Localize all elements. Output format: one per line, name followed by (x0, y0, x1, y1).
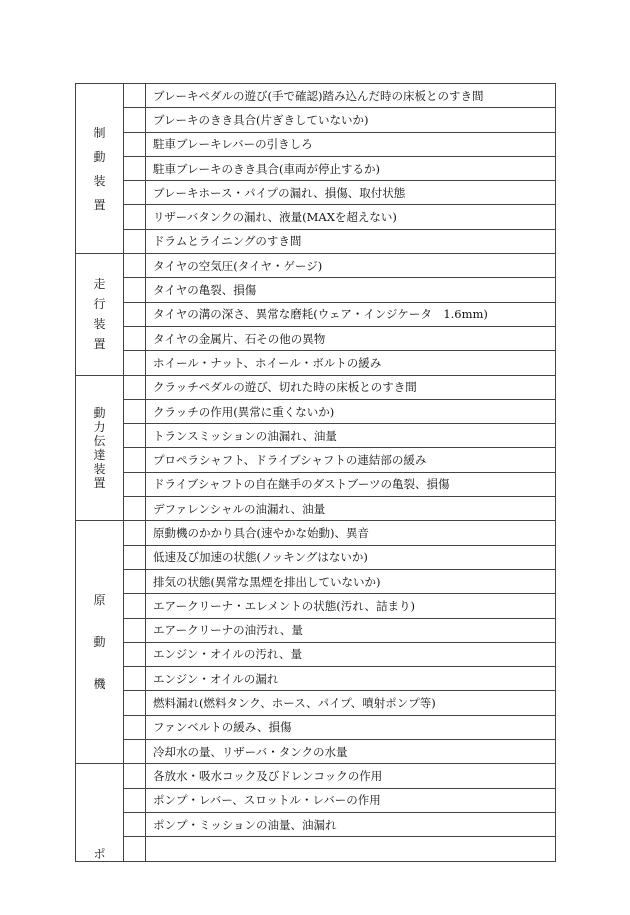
check-cell[interactable] (124, 326, 146, 350)
inspection-item: エンジン・オイルの漏れ (146, 667, 556, 691)
inspection-item: ホイール・ナット、ホイール・ボルトの緩み (146, 351, 556, 375)
check-cell[interactable] (124, 278, 146, 302)
category-char: 装 (93, 317, 106, 332)
inspection-item: タイヤの金属片、石その他の異物 (146, 326, 556, 350)
check-cell[interactable] (124, 521, 146, 545)
checklist-row (76, 788, 556, 812)
inspection-item: 燃料漏れ(燃料タンク、ホース、パイプ、噴射ポンプ等) (146, 691, 556, 715)
section-category-label (93, 126, 105, 212)
checklist-row (76, 594, 556, 618)
inspection-item: クラッチの作用(異常に重くないか) (146, 399, 556, 423)
category-char: 動 (93, 635, 106, 650)
check-cell[interactable] (124, 302, 146, 326)
inspection-item: クラッチペダルの遊び、切れた時の床板とのすき間 (146, 375, 556, 399)
checklist-row (76, 84, 556, 108)
inspection-item (146, 837, 556, 861)
inspection-item: タイヤの亀裂、損傷 (146, 278, 556, 302)
check-cell[interactable] (124, 375, 146, 399)
checklist-row (76, 545, 556, 569)
check-cell[interactable] (124, 812, 146, 836)
section-category-label (93, 593, 105, 691)
category-char: 原 (93, 593, 106, 608)
checklist-row (76, 642, 556, 666)
checklist-row (76, 375, 556, 399)
checklist-row (76, 812, 556, 836)
inspection-item: 冷却水の量、リザーバ・タンクの水量 (146, 740, 556, 764)
category-char: 動 (93, 149, 106, 164)
inspection-item: ブレーキホース・パイプの漏れ、損傷、取付状態 (146, 181, 556, 205)
check-cell[interactable] (124, 594, 146, 618)
category-char: 機 (93, 677, 106, 692)
inspection-item: タイヤの空気圧(タイヤ・ゲージ) (146, 254, 556, 278)
check-cell[interactable] (124, 837, 146, 861)
inspection-item: デファレンシャルの油漏れ、油量 (146, 497, 556, 521)
checklist-row (76, 424, 556, 448)
inspection-item: エアークリーナの油汚れ、量 (146, 618, 556, 642)
inspection-item: 低速及び加速の状態(ノッキングはないか) (146, 545, 556, 569)
inspection-item: ポンプ・レバー、スロットル・レバーの作用 (146, 788, 556, 812)
check-cell[interactable] (124, 715, 146, 739)
category-char: 制 (93, 125, 106, 140)
checklist-row (76, 618, 556, 642)
check-cell[interactable] (124, 351, 146, 375)
category-char: 装 (93, 461, 106, 476)
check-cell[interactable] (124, 764, 146, 788)
inspection-item: ブレーキペダルの遊び(手で確認)踏み込んだ時の床板とのすき間 (146, 84, 556, 108)
check-cell[interactable] (124, 740, 146, 764)
inspection-item: 駐車ブレーキレバーの引きしろ (146, 132, 556, 156)
checklist-row (76, 181, 556, 205)
inspection-item: ドラムとライニングのすき間 (146, 229, 556, 253)
check-cell[interactable] (124, 181, 146, 205)
checklist-row (76, 497, 556, 521)
checklist-row (76, 156, 556, 180)
inspection-item: 各放水・吸水コック及びドレンコックの作用 (146, 764, 556, 788)
checklist-row (76, 351, 556, 375)
inspection-item: エアークリーナ・エレメントの状態(汚れ、詰まり) (146, 594, 556, 618)
checklist-row (76, 691, 556, 715)
inspection-item: 駐車ブレーキのきき具合(車両が停止するか) (146, 156, 556, 180)
category-char: 置 (93, 337, 106, 352)
inspection-item: タイヤの溝の深さ、異常な磨耗(ウェア・インジケータ 1.6mm) (146, 302, 556, 326)
check-cell[interactable] (124, 448, 146, 472)
section-category-cell (76, 521, 124, 764)
check-cell[interactable] (124, 132, 146, 156)
category-char: 置 (93, 475, 106, 490)
check-cell[interactable] (124, 788, 146, 812)
check-cell[interactable] (124, 229, 146, 253)
checklist-row (76, 837, 556, 861)
category-char: ポ (93, 846, 106, 861)
checklist-row (76, 205, 556, 229)
checklist-row (76, 740, 556, 764)
check-cell[interactable] (124, 108, 146, 132)
section-category-label (93, 847, 105, 861)
check-cell[interactable] (124, 691, 146, 715)
category-char: 達 (93, 447, 106, 462)
checklist-row (76, 229, 556, 253)
checklist-row (76, 448, 556, 472)
checklist-row (76, 302, 556, 326)
inspection-item: エンジン・オイルの汚れ、量 (146, 642, 556, 666)
category-char: 行 (93, 297, 106, 312)
check-cell[interactable] (124, 569, 146, 593)
check-cell[interactable] (124, 399, 146, 423)
check-cell[interactable] (124, 642, 146, 666)
inspection-checklist (75, 83, 557, 861)
check-cell[interactable] (124, 667, 146, 691)
checklist-row (76, 715, 556, 739)
inspection-item: リザーバタンクの漏れ、液量(MAXを超えない) (146, 205, 556, 229)
checklist-row (76, 108, 556, 132)
category-char: 走 (93, 277, 106, 292)
check-cell[interactable] (124, 424, 146, 448)
category-char: 置 (93, 197, 106, 212)
inspection-item: ドライブシャフトの自在継手のダストブーツの亀裂、損傷 (146, 472, 556, 496)
inspection-item: ファンベルトの緩み、損傷 (146, 715, 556, 739)
checklist-row (76, 254, 556, 278)
checklist-row (76, 472, 556, 496)
section-category-label (93, 277, 105, 351)
checklist-table (75, 83, 556, 862)
checklist-row (76, 521, 556, 545)
category-char: 力 (93, 419, 106, 434)
checklist-row (76, 399, 556, 423)
inspection-item: 原動機のかかり具合(速やかな始動)、異音 (146, 521, 556, 545)
inspection-item: トランスミッションの油漏れ、油量 (146, 424, 556, 448)
checklist-row (76, 569, 556, 593)
checklist-row (76, 326, 556, 350)
section-category-label (93, 406, 105, 490)
checklist-row (76, 132, 556, 156)
inspection-item: ブレーキのきき具合(片ぎきしていないか) (146, 108, 556, 132)
check-cell[interactable] (124, 254, 146, 278)
inspection-item: 排気の状態(異常な黒煙を排出していないか) (146, 569, 556, 593)
section-category-cell (76, 375, 124, 521)
inspection-item: ポンプ・ミッションの油量、油漏れ (146, 812, 556, 836)
check-cell[interactable] (124, 84, 146, 108)
check-cell[interactable] (124, 156, 146, 180)
check-cell[interactable] (124, 618, 146, 642)
section-category-cell (76, 764, 124, 861)
check-cell[interactable] (124, 545, 146, 569)
check-cell[interactable] (124, 497, 146, 521)
category-char: 伝 (93, 433, 106, 448)
checklist-row (76, 278, 556, 302)
inspection-item: プロペラシャフト、ドライブシャフトの連結部の緩み (146, 448, 556, 472)
section-category-cell (76, 254, 124, 375)
checklist-row (76, 667, 556, 691)
category-char: 動 (93, 405, 106, 420)
check-cell[interactable] (124, 205, 146, 229)
checklist-row (76, 764, 556, 788)
category-char: 装 (93, 173, 106, 188)
check-cell[interactable] (124, 472, 146, 496)
section-category-cell (76, 84, 124, 254)
